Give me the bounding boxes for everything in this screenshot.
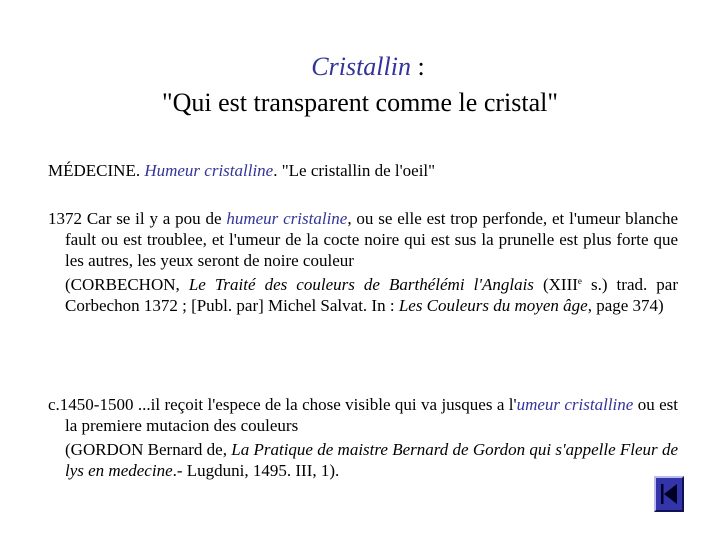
citation-entry (48, 208, 678, 316)
quote-text: ...il reçoit l'espece de la chose visible qui va jusques a l' (133, 395, 517, 414)
first-slide-button[interactable] (654, 476, 684, 512)
quote-text: Car se il y a pou de (82, 209, 227, 228)
sense-domain: MÉDECINE. (48, 161, 141, 180)
headword-colon: : (410, 52, 425, 81)
source-text: (GORDON Bernard de, (65, 440, 232, 459)
source-title: La Pratique de maistre Bernard de Gordon qui s'appelle Fleur de lys en medecine (65, 440, 678, 480)
quote-term: humeur cristaline (226, 209, 348, 228)
citation-date: c.1450-1500 (48, 395, 134, 414)
source-title: Le Traité des couleurs de Barthélémi l'Anglais (188, 275, 534, 294)
citation-quote (48, 208, 678, 271)
headword-definition: "Qui est transparent comme le cristal" (162, 88, 558, 117)
source-text: s.) trad. par Corbechon 1372 ; [Publ. par] Michel Salvat. In : (65, 275, 679, 315)
sense-phrase: Humeur cristalline (144, 161, 274, 180)
quote-term: umeur cristalline (516, 395, 634, 414)
citation-date: 1372 (48, 209, 82, 228)
source-text: .- Lugduni, 1495. III, 1). (172, 461, 340, 480)
skip-to-start-icon (656, 478, 682, 510)
source-text: (XIII (533, 275, 578, 294)
headword: Cristallin (311, 52, 411, 81)
sense-gloss: . "Le cristallin de l'oeil" (273, 161, 436, 180)
citation-source (48, 274, 678, 316)
source-text: , page 374) (587, 296, 664, 315)
sense-line (48, 160, 435, 182)
source-text: (CORBECHON, (65, 275, 189, 294)
citation-source (48, 439, 678, 481)
source-title: Les Couleurs du moyen âge (398, 296, 588, 315)
quote-text: ou est la premiere mutacion des couleurs (65, 395, 678, 435)
century-superscript: e (577, 276, 582, 286)
headword-line (0, 50, 720, 84)
citation-entry (48, 394, 678, 481)
title-block (0, 50, 720, 120)
quote-text: , ou se elle est trop perfonde, et l'umeur blanche fault ou est troublee, et l'umeur de la cocte noire qui est sus la prunelle est plus forte que les autres, les yeux seront de noire couleur (65, 209, 678, 270)
citation-quote (48, 394, 678, 436)
